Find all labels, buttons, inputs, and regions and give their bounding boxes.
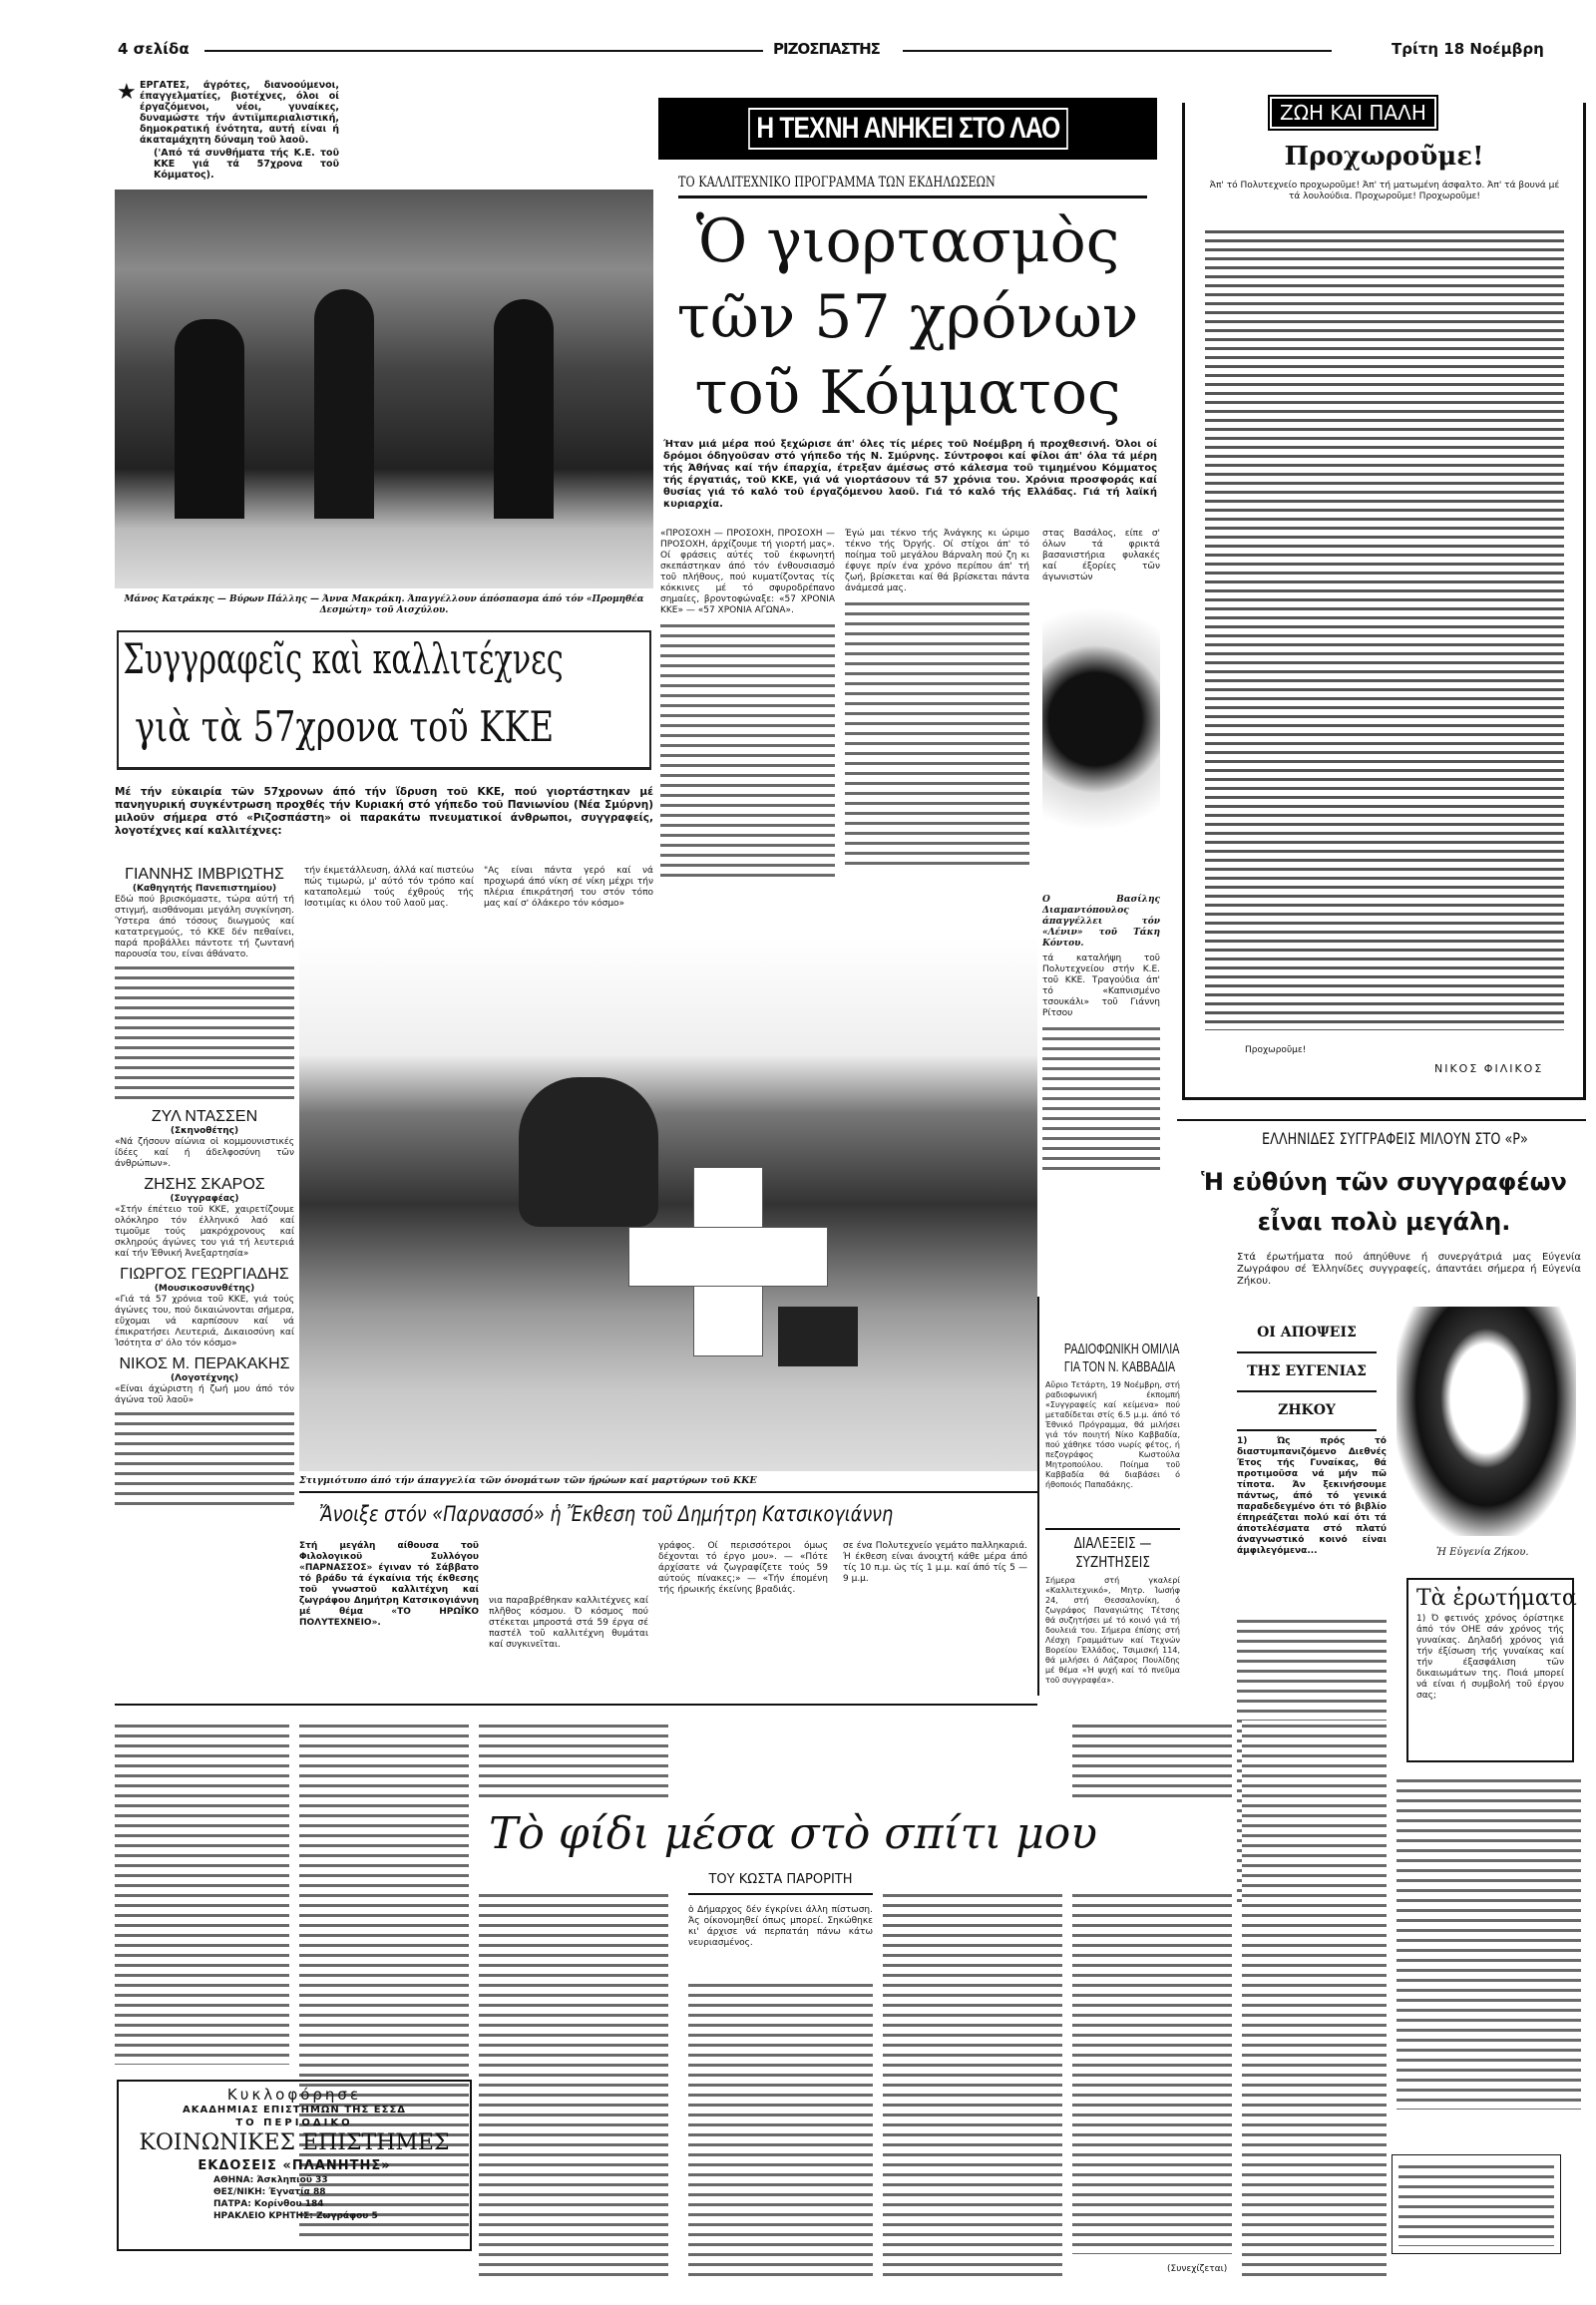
ad-address: ΑΘΗΝΑ: Άσκληπιοῦ 33 — [213, 2175, 328, 2185]
exhibition-col4: σε ένα Πολυτεχνείο γεμάτο παλληκαριά. Ή έκθεση είναι άνοιχτή κάθε μέρα άπό τίς 10 π.μ. ὡς τίς 1 μ.μ. καί άπό τίς 5 — 9 μ.μ. — [843, 1541, 1027, 1584]
exhibition-col3: γράφος. Οί περισσότεροι όμως δέχονται τό έργο μου». — «Πότε άρχίσατε νά ζωγραφίζετε τούς 59 αύτούς πίνακες;» — «Τήν έπομένη τής ήρωικής έκείνης βραδιάς. — [658, 1541, 828, 1595]
lectures-title-line: ΣΥΖΗΤΗΣΕΙΣ — [1075, 1553, 1150, 1571]
interview-answer: 1) Ώς πρός τό διαστυμπανιζόμενο Διεθνές Έτος τής Γυναίκας, θά προτιμοῦσα νά μήν πῶ τίποτα. Άν ξεκινήσουμε πάντως, άπό τό γενικά παραδεδεγμένο ότι τό βιβλίο έπηρεάζεται πολύ καί ότι τά άποτελέσματα στό πλατύ άναγνωστικό κοινό είναι άμφιλεγόμενα... — [1237, 1436, 1387, 1556]
text-block — [1242, 1721, 1387, 2279]
ad-line1: Κυκλοφόρησε — [226, 2086, 362, 2104]
text-block — [660, 620, 835, 880]
section-rule — [299, 1491, 1037, 1493]
views-line: ΖΗΚΟΥ — [1237, 1392, 1377, 1431]
page-date: Τρίτη 18 Νοέμβρη — [1392, 40, 1544, 58]
text-block — [1042, 1023, 1160, 1173]
section-rule — [1045, 1528, 1180, 1530]
celebration-headline — [658, 203, 1157, 431]
headline-line: τοῦ Κόμματος — [694, 358, 1121, 428]
lectures-text: Σήμερα στή γκαλερί «Καλλιτεχνικό», Μητρ. Ίωσήφ 24, στή Θεσσαλονίκη, ό ζωγράφος Παναγιώτης Τέτσης θά συζητήσει μέ τό κοινό γιά τή δουλειά του. Σήμερα έπίσης στή Λέσχη Γραμμάτων καί Τεχνών Βορείου Έλλάδος, Τσιμισκή 114, θά μιλήσει ό Λάζαρος Πουλίδης μέ θέμα «Ή ψυχή καί τό πνεῦμα τοῦ συγγραφέα». — [1045, 1576, 1180, 1685]
lectures-title — [1045, 1534, 1180, 1572]
celebration-col1 — [660, 529, 835, 880]
ad-line3: ΤΟ ΠΕΡΙΟΔΙΚΟ — [235, 2117, 353, 2128]
column-lead: Άπ' τό Πολυτεχνείο προχωροῦμε! Άπ' τή ματωμένη άσφαλτο. Άπ' τά βουνά μέ τά λουλούδια. Προχωροῦμε! Προχωροῦμε! — [1209, 181, 1560, 201]
exhibition-col1: Στή μεγάλη αίθουσα τοῦ Φιλολογικοῦ Συλλόγου «ΠΑΡΝΑΣΣΟΣ» έγιναν τό Σάββατο τό βράδυ τά έγκαίνια τής έκθεσης τοῦ γνωστοῦ καλλιτέχνη καί ζωγράφου Δημήτρη Κατσικογιάννη μέ θέμα «ΤΟ ΗΡΩΪΚΟ ΠΟΛΥΤΕΧΝΕΙΟ». — [299, 1541, 479, 1628]
text-block — [883, 1890, 1062, 2279]
story-continued: (Συνεχίζεται) — [1167, 2264, 1228, 2274]
crowd-photo — [299, 938, 1037, 1471]
headline-line: Ὁ γιορτασμὸς — [695, 206, 1120, 276]
text-block — [479, 1721, 668, 1800]
speakers-photo — [115, 190, 653, 588]
column-divider — [1037, 1297, 1039, 1696]
interview-headline — [1182, 1162, 1586, 1242]
headline-line: Ἡ εὐθύνη τῶν συγγραφέων — [1201, 1168, 1567, 1196]
text-block — [115, 1408, 294, 1508]
person-name: ΓΙΑΝΝΗΣ ΙΜΒΡΙΩΤΗΣ — [125, 866, 284, 883]
person-quote: «Είναι άχώριστη ή ζωή μου άπό τόν άγώνα τοῦ λαοῦ» — [115, 1384, 294, 1405]
story-byline: ΤΟΥ ΚΩΣΤΑ ΠΑΡΟΡΙΤΗ — [688, 1871, 873, 1895]
celebration-col3 — [1042, 529, 1160, 1173]
exhibition-headline: Ἄνοιξε στόν «Παρνασσό» ἡ Ἔκθεση τοῦ Δημήτρη Κατσικογιάννη — [319, 1502, 894, 1526]
ad-line2: ΑΚΑΔΗΜΙΑΣ ΕΠΙΣΤΗΜΩΝ ΤΗΣ ΕΣΣΔ — [182, 2105, 407, 2115]
writers-headline-line1: Συγγραφεῖς καὶ καλλιτέχνες — [123, 634, 564, 683]
text-block — [1398, 2161, 1554, 2246]
text-block — [688, 1980, 873, 2279]
person-role: (Σκηνοθέτης) — [170, 1126, 239, 1136]
story-snippet: ὁ Δήμαρχος δέν έγκρίνει άλλη πίστωση. Άς οίκονομηθεί όπως μπορεί. Σηκώθηκε κι' άρχισε νά περπατάη πάνω κάτω νευριασμένος. — [688, 1905, 873, 1948]
star-icon: ★ — [117, 80, 137, 105]
ad-address: ΠΑΤΡΑ: Κορίνθου 184 — [213, 2199, 324, 2209]
text-block — [1072, 1721, 1232, 1800]
section-rule — [1177, 1119, 1586, 1121]
person-quote: «Γιά τά 57 χρόνια τοῦ ΚΚΕ, γιά τούς άγώνες του, πού δικαιώνονται σήμερα, εὔχομαι νά καρπίσουν καί νά έπικρατήσει Λευτεριά, Δικαιοσύνη καί Ίσότητα σ' όλο τόν κόσμο» — [115, 1295, 294, 1348]
celebration-col2 — [845, 529, 1029, 868]
headline-line: τῶν 57 χρόνων — [676, 282, 1139, 352]
col-text: τά καταλήψη τοῦ Πολυτεχνείου στήν Κ.Ε. τοῦ ΚΚΕ. Τραγούδια άπ' τό «Καπνισμένο τσουκάλι» τοῦ Γιάννη Ρίτσου — [1042, 954, 1160, 1018]
ad-title: ΚΟΙΝΩΝΙΚΕΣ ΕΠΙΣΤΗΜΕΣ — [139, 2130, 450, 2155]
diamantopoulos-caption: Ο Βασίλης Διαμαντόπουλος άπαγγέλλει τόν «Λένιν» τοῦ Τάκη Κόντου. — [1042, 895, 1160, 949]
section-rule — [115, 1704, 1037, 1706]
story-headline: Τὸ φίδι μέσα στὸ σπίτι μου — [489, 1808, 1098, 1859]
column-closing: Προχωροῦμε! — [1245, 1045, 1307, 1055]
writers-intro: Μέ τήν εὐκαιρία τῶν 57χρονων άπό τήν ἵδρυση τοῦ ΚΚΕ, πού γιορτάστηκαν μέ πανηγυρική συγκέντρωση προχθές τήν Κυριακή στό γήπεδο τοῦ Πανιωνίου (Νέα Σμύρνη) μιλοῦν σήμερα στό «Ριζοσπάστη» οἱ παρακάτω πνευματικοί άνθρωποι, συγγραφείς, λογοτέχνες καί καλλιτέχνες: — [115, 786, 653, 837]
col-text: στας Βασάλος, είπε σ' όλων τά φρικτά βασανιστήρια φυλακές καί έξορίες τῶν άγωνιστών — [1042, 529, 1160, 582]
masthead: ΡΙΖΟΣΠΑΣΤΗΣ — [773, 40, 880, 58]
slogan-source: ('Από τά συνθήματα τής Κ.Ε. τοῦ ΚΚΕ γιά τά 57χρονα τοῦ Κόμματος). — [154, 148, 339, 181]
ad-publisher: ΕΚΔΟΣΕΙΣ «ΠΛΑΝΗΤΗΣ» — [198, 2158, 391, 2173]
zikou-photo-caption: Ἡ Εὐγενία Ζήκου. — [1436, 1547, 1529, 1558]
views-line: ΤΗΣ ΕΥΓΕΝΙΑΣ — [1237, 1353, 1377, 1392]
slogan — [140, 80, 339, 181]
questions-title: Τὰ ἐρωτήματα — [1416, 1586, 1577, 1611]
col-text: «ΠΡΟΣΟΧΗ — ΠΡΟΣΟΧΗ, ΠΡΟΣΟΧΗ — ΠΡΟΣΟΧΗ, άρχίζουμε τή γιορτή μας». Οί φράσεις αύτές τοῦ έκφωνητή σκεπάστηκαν άπό τόν ένθουσιασμό τοῦ πλήθους, πού κυματίζοντας τίς κόκκινες μέ τό σφυροδρέπανο σημαίες, βροντοφώναξε: «57 ΧΡΟΝΙΑ ΚΚΕ» — «57 ΧΡΟΝΙΑ ΑΓΩΝΑ». — [660, 529, 835, 615]
radio-title-line: ΓΙΑ ΤΟΝ Ν. ΚΑΒΒΑΔΙΑ — [1063, 1358, 1176, 1375]
header-rule-left — [204, 50, 763, 52]
diamantopoulos-photo — [1042, 603, 1160, 893]
person-name: ΝΙΚΟΣ Μ. ΠΕΡΑΚΑΚΗΣ — [119, 1355, 290, 1372]
column-label: ΖΩΗ ΚΑΙ ΠΑΛΗ — [1270, 97, 1436, 129]
program-kicker: ΤΟ ΚΑΛΛΙΤΕΧΝΙΚΟ ΠΡΟΓΡΑΜΜΑ ΤΩΝ ΕΚΔΗΛΩΣΕΩΝ — [678, 175, 996, 191]
col-text: Έγώ μαι τέκνο τής Άνάγκης κι ώριμο τέκνο τής Όργής. Οί στίχοι άπ' τό ποίημα τοῦ μεγάλου Βάρναλη πού ζη κι έφυγε πρίν ένα χρόνο περίπου άπ' τή ζωή, βρίσκεται καί θά βρίσκεται πάντα άνάμεσά μας. — [845, 529, 1029, 593]
ad-address: ΗΡΑΚΛΕΙΟ ΚΡΗΤΗΣ: Ζωγράφου 5 — [213, 2211, 378, 2221]
speakers-photo-caption: Μάνος Κατράκης — Βύρων Πάλλης — Άννα Μακράκη. Άπαγγέλλουν άπόσπασμα άπό τόν «Προμηθέα Δεσμώτη» τοῦ Αισχύλου. — [124, 594, 644, 615]
radio-text: Αὔριο Τετάρτη, 19 Νοέμβρη, στή ραδιοφωνική έκπομπή «Συγγραφείς καί κείμενα» πού μεταδίδεται στίς 6.5 μ.μ. άπό τό Έθνικό Πρόγραμμα, θά μιλήσει γιά τόν ποιητή Νίκο Καββαδία, πού χάθηκε τόσο νωρίς φέτος, ή πεζογράφος Κωστούλα Μητροπούλου. Ποίημα τοῦ Καββαδία θά διαβάσει ό ήθοποιός Παπαδάκης. — [1045, 1380, 1180, 1489]
writers-col2-snippet: τήν έκμετάλλευση, άλλά καί πιστεύω πώς τιμωρώ, μ' αύτό τόν τρόπο καί καταπολεμώ τούς έχθρούς τής Ισοτιμίας κι όλου τοῦ λαοῦ μας. — [304, 866, 474, 909]
column-signature: ΝΙΚΟΣ ΦΙΛΙΚΟΣ — [1434, 1062, 1544, 1075]
questions-box — [1406, 1578, 1577, 1762]
header-rule-right — [903, 50, 1332, 52]
slogan-text: ΕΡΓΑΤΕΣ, άγρότες, διανοούμενοι, έπαγγελματίες, βιοτέχνες, όλοι οί έργαζόμενοι, νέοι, γυναίκες, δυναμώστε τήν άντιϊμπεριαλιστική, δημοκρατική ένότητα, αυτή είναι ή άκαταμάχητη δύναμη τοῦ λαοῦ. — [140, 80, 339, 146]
lectures-title-line: ΔΙΑΛΕΞΕΙΣ — — [1073, 1534, 1152, 1552]
column-title: Προχωροῦμε! — [1284, 142, 1484, 172]
text-block — [1205, 227, 1564, 1030]
zikou-photo — [1396, 1307, 1576, 1536]
person-role: (Μουσικοσυνθέτης) — [154, 1284, 255, 1294]
radio-title-line: ΡΑΔΙΟΦΩΝΙΚΗ ΟΜΙΛΙΑ — [1063, 1341, 1180, 1357]
text-block — [115, 962, 294, 1102]
kicker-rule — [678, 195, 1147, 198]
celebration-lead: Ήταν μιά μέρα πού ξεχώρισε άπ' όλες τίς μέρες τοῦ Νοέμβρη ή προχθεσινή. Όλοι οί δρόμοι όδηγοῦσαν στό γήπεδο τής Ν. Σμύρνης. Σύντροφοι καί φίλοι άπ' όλα τά μέρη τής Άθήνας καί τήν έπαρχία, έτρεξαν άμέσως στό κάλεσμα τοῦ τιμημένου Κόμματος τής έργατιάς, τοῦ ΚΚΕ, γιά νά γιορτάσουν τά 57 χρόνια του. Χρόνια προσφοράς καί θυσίας γιά τό καλό τοῦ έργαζόμενου λαοῦ. Γιά τό καλό τής Ελλάδας. Γιά τή λαϊκή κυριαρχία. — [663, 439, 1157, 510]
person-name: ΖΗΣΗΣ ΣΚΑΡΟΣ — [144, 1176, 265, 1193]
journal-ad — [117, 2080, 472, 2251]
person-quote: «Νά ζήσουν αίώνια οἱ κομμουνιστικές ίδέες καί ή άδελφοσύνη τῶν άνθρώπων». — [115, 1137, 294, 1169]
crowd-photo-caption: Στιγμιότυπο άπό τήν άπαγγελία τῶν όνομάτων τῶν ήρώων καί μαρτύρων τοῦ ΚΚΕ — [299, 1475, 757, 1486]
questions-text: 1) Ό φετινός χρόνος όρίστηκε άπό τόν ΟΗΕ σάν χρόνος τής γυναίκας. Δηλαδή χρόνος γιά τήν έξίσωση τής γυναίκας καί τήν έξασφάλιση τῶν δικαιωμάτων της. Ποιά μπορεί νά είναι ή συμβολή τοῦ έργου σας; — [1416, 1614, 1564, 1701]
person-quote: «Στήν έπέτειο τοῦ ΚΚΕ, χαιρετίζουμε ολόκληρο τόν έλληνικό λαό καί τιμοῦμε τούς μακρόχρονους καί σκληρούς άγώνες του γιά τή λευτεριά καί τήν Έθνική Άνεξαρτησία» — [115, 1205, 294, 1259]
text-block — [1396, 1775, 1581, 2110]
art-banner — [658, 98, 1157, 160]
person-name: ΓΙΩΡΓΟΣ ΓΕΩΡΓΙΑΔΗΣ — [120, 1266, 289, 1283]
person-role: (Λογοτέχνης) — [170, 1373, 239, 1383]
interview-kicker: ΕΛΛΗΝΙΔΕΣ ΣΥΓΓΡΑΦΕΙΣ ΜΙΛΟΥΝ ΣΤΟ «Ρ» — [1262, 1129, 1528, 1148]
person-name: ΖΥΛ ΝΤΑΣΣΕΝ — [151, 1108, 258, 1125]
writers-headline-box — [117, 630, 651, 770]
life-and-struggle-box — [1182, 103, 1586, 1100]
interview-intro: Στά έρωτήματα πού άπηύθυνε ή συνεργάτριά μας Εύγενία Ζωγράφου σέ Έλληνίδες συγγραφείς, άπαντάει σήμερα ή Εύγενία Ζήκου. — [1237, 1252, 1581, 1287]
text-block — [1072, 1890, 1232, 2254]
text-block — [845, 598, 1029, 868]
exhibition-col2: νια παραβρέθηκαν καλλιτέχνες καί πλῆθος κόσμου. Ό κόσμος πού στέκεται μπροστά στά 59 έργα σέ παστέλ τοῦ καλλιτέχνη θυμάται καί συγκινεῖται. — [489, 1596, 648, 1650]
writers-headline-line2: γιὰ τὰ 57χρονα τοῦ ΚΚΕ — [135, 702, 555, 751]
text-block — [115, 1721, 289, 2065]
views-heading — [1237, 1315, 1377, 1431]
ad-address: ΘΕΣ/ΝΙΚΗ: Έγνατία 88 — [213, 2187, 326, 2197]
writers-column — [115, 866, 294, 1508]
text-block — [479, 1890, 668, 2279]
person-quote: Εδώ πού βρισκόμαστε, τώρα αύτή τή στιγμή, αισθάνομαι μεγάλη συγκίνηση. Ύστερα άπό τόσους διωγμούς καί κατατρεγμούς, τό ΚΚΕ δέν πεθαίνει, παρά προβάλλει πάντοτε τή ζωντανή παρουσία του, είναι άθάνατο. — [115, 895, 294, 960]
views-line: ΟΙ ΑΠΟΨΕΙΣ — [1237, 1315, 1377, 1353]
writers-col3-snippet: "Ας είναι πάντα γερό καί νά προχωρά άπό νίκη σέ νίκη μέχρι τήν πλέρια έπικράτησή του στόν τόπο μας καί σ' όλάκερο τόν κόσμο» — [484, 866, 653, 909]
art-banner-text: Η ΤΕΧΝΗ ΑΝΗΚΕΙ ΣΤΟ ΛΑΟ — [748, 108, 1067, 150]
small-box — [1392, 2154, 1561, 2254]
person-role: (Συγγραφέας) — [170, 1194, 239, 1204]
person-role: (Καθηγητής Πανεπιστημίου) — [132, 884, 277, 894]
headline-line: εἶναι πολὺ μεγάλη. — [1257, 1208, 1511, 1236]
page-number: 4 σελίδα — [118, 40, 190, 58]
radio-title — [1045, 1341, 1180, 1376]
